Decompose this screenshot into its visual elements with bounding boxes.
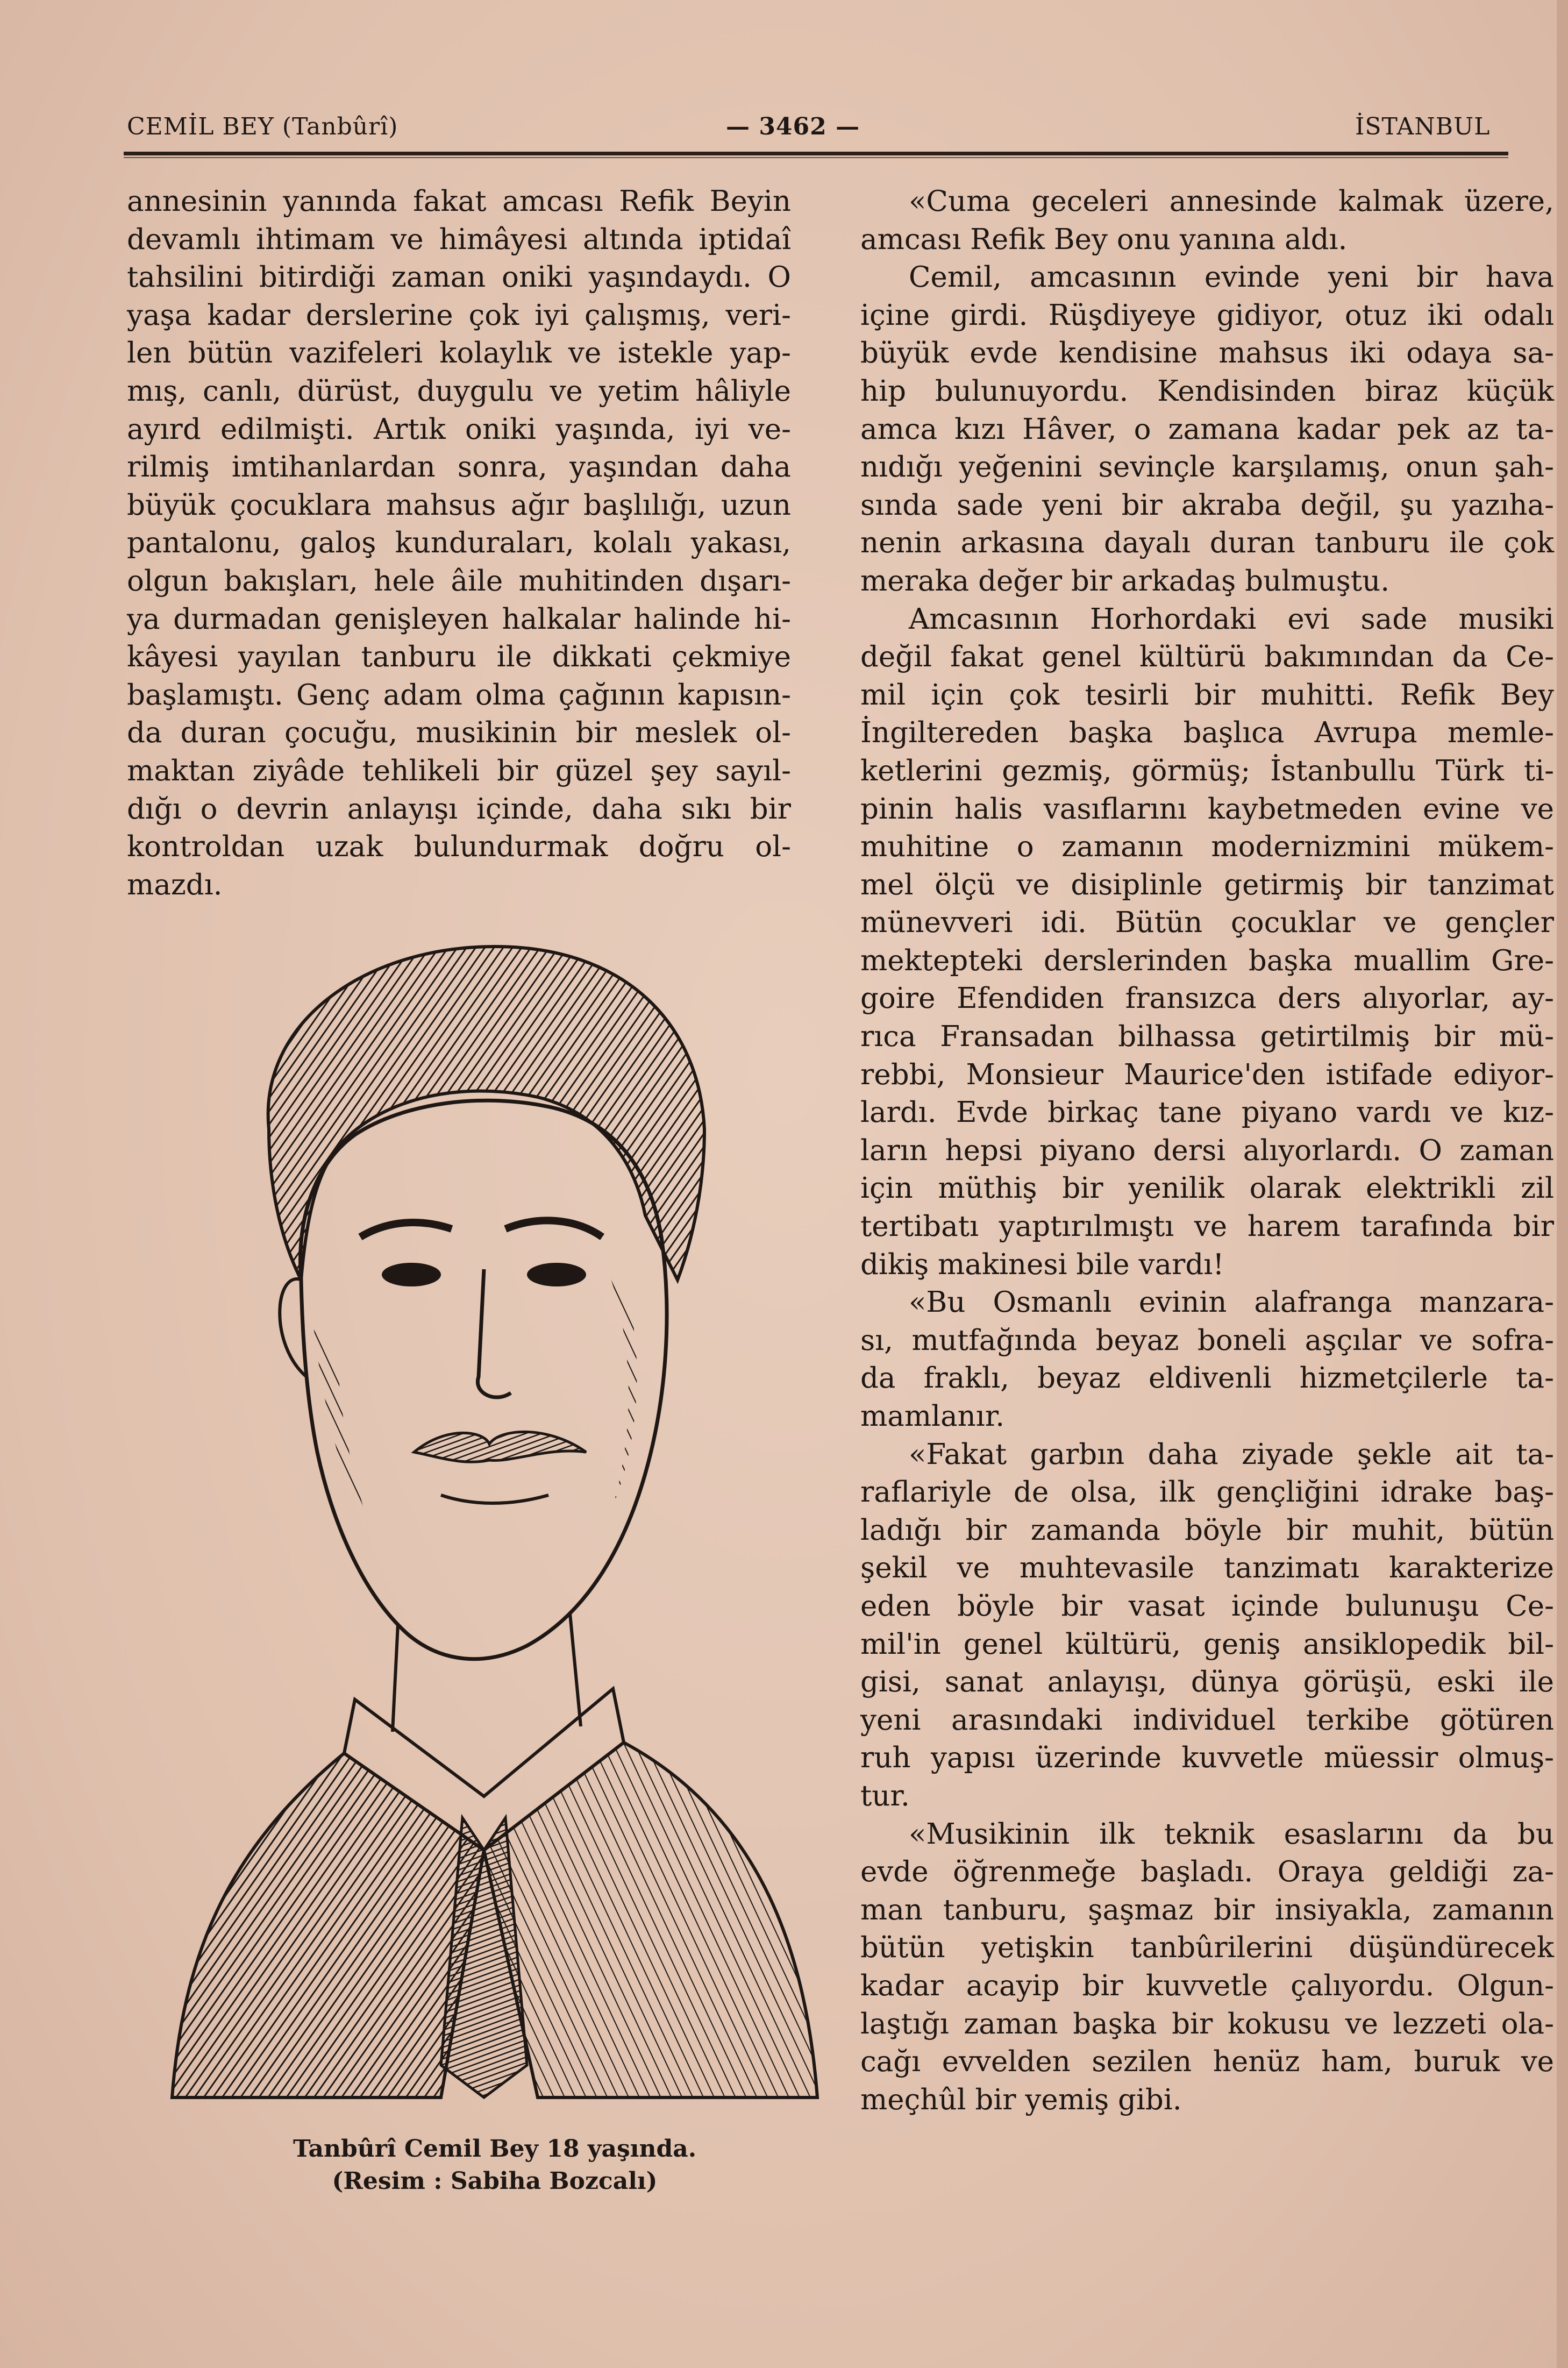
text-line: ladığı bir zamanda böyle bir muhit, bütün	[860, 1513, 1554, 1547]
eye-right	[527, 1263, 586, 1286]
brow-left	[360, 1222, 452, 1237]
text-line: mamlanır.	[860, 1400, 1005, 1433]
text-line: mil için çok tesirli bir muhitti. Refik Bey	[860, 678, 1554, 712]
text-line: devamlı ihtimam ve himâyesi altında iptidaî	[127, 223, 791, 256]
text-line: lardı. Evde birkaç tane piyano vardı ve kız-	[860, 1096, 1554, 1129]
text-line: da duran çocuğu, musikinin bir meslek ol-	[127, 716, 791, 750]
text-line: için müthiş bir yenilik olarak elektrikli zil	[860, 1172, 1554, 1205]
nose	[477, 1269, 511, 1397]
page-number: — 3462 —	[726, 113, 860, 140]
text-line: olgun bakışları, hele âile muhitinden dışarı-	[127, 564, 791, 598]
text-line: şekil ve muhtevasile tanzimatı karakterize	[860, 1552, 1554, 1585]
text-line: amca kızı Hâver, o zamana kadar pek az ta-	[860, 413, 1554, 446]
text-line: meçhûl bir yemiş gibi.	[860, 2083, 1182, 2116]
hair-shape	[268, 947, 704, 1280]
figure-credit: (Resim : Sabiha Bozcalı)	[332, 2167, 658, 2195]
text-line: cağı evvelden sezilen henüz ham, buruk ve	[860, 2045, 1554, 2079]
text-line: ya durmadan genişleyen halkalar halinde hi-	[127, 602, 791, 636]
text-line: sı, mutfağında beyaz boneli aşçılar ve sofra-	[860, 1324, 1554, 1357]
text-line: yeni arasındaki individuel terkibe götüren	[860, 1703, 1554, 1737]
jacket-right	[484, 1743, 817, 2097]
running-head-title: CEMİL BEY (Tanbûrî)	[127, 113, 398, 140]
text-line: mil'in genel kültürü, geniş ansiklopedik bil-	[860, 1627, 1554, 1661]
portrait-illustration	[161, 936, 828, 2108]
text-line: hip bulunuyordu. Kendisinden biraz küçük	[860, 374, 1554, 408]
text-line: rıca Fransadan bilhassa getirtilmiş bir mü-	[860, 1020, 1554, 1054]
text-line: İngiltereden başka başlıca Avrupa memle-	[860, 716, 1554, 750]
text-line: Cemil, amcasının evinde yeni bir hava	[909, 261, 1554, 294]
text-line: len bütün vazifeleri kolaylık ve istekle yap-	[127, 337, 791, 370]
text-line: sında sade yeni bir akraba değil, şu yazıha-	[860, 488, 1554, 522]
page-edge	[1557, 0, 1568, 2368]
eye-left	[382, 1263, 441, 1286]
text-line: goire Efendiden fransızca ders alıyorlar, ay-	[860, 982, 1554, 1015]
text-line: maktan ziyâde tehlikeli bir güzel şey sayıl-	[127, 754, 791, 787]
text-line: içine girdi. Rüşdiyeye gidiyor, otuz iki odalı	[860, 298, 1554, 332]
text-line: evde öğrenmeğe başladı. Oraya geldiği za-	[860, 1855, 1554, 1889]
text-line: münevveri idi. Bütün çocuklar ve gençler	[860, 906, 1554, 940]
text-line: Amcasının Horhordaki evi sade musiki	[909, 602, 1554, 636]
text-line: rilmiş imtihanlardan sonra, yaşından daha	[127, 451, 791, 484]
text-line: yaşa kadar derslerine çok iyi çalışmış, veri-	[127, 298, 791, 332]
text-line: «Fakat garbın daha ziyade şekle ait ta-	[909, 1438, 1554, 1471]
text-line: bütün yetişkin tanbûrilerini düşündürecek	[860, 1931, 1554, 1965]
text-line: rebbi, Monsieur Maurice'den istifade ediyor-	[860, 1058, 1554, 1091]
text-line: mel ölçü ve disiplinle getirmiş bir tanzimat	[860, 868, 1554, 901]
text-line: büyük çocuklara mahsus ağır başlılığı, uzun	[127, 488, 791, 522]
text-line: eden böyle bir vasat içinde bulunuşu Ce-	[860, 1589, 1554, 1623]
text-line: gisi, sanat anlayışı, dünya görüşü, eski ile	[860, 1666, 1554, 1699]
text-line: raflariyle de olsa, ilk gençliğini idrake baş-	[860, 1476, 1554, 1509]
text-line: muhitine o zamanın modernizmini mükem-	[860, 830, 1554, 864]
text-line: mış, canlı, dürüst, duygulu ve yetim hâliyle	[127, 374, 791, 408]
text-line: da fraklı, beyaz eldivenli hizmetçilerle ta-	[860, 1362, 1554, 1395]
left-column-text	[127, 183, 791, 904]
header-rule	[124, 152, 1508, 155]
text-line: «Bu Osmanlı evinin alafranga manzara-	[909, 1286, 1554, 1319]
text-line: kâyesi yayılan tanburu ile dikkati çekmiye	[127, 641, 791, 674]
text-line: dığı o devrin anlayışı içinde, daha sıkı bir	[127, 792, 791, 826]
face-outline	[300, 1100, 667, 1659]
text-line: «Musikinin ilk teknik esaslarını da bu	[909, 1817, 1554, 1851]
running-head-publication: İSTANBUL	[1355, 113, 1491, 140]
jacket-left	[172, 1753, 484, 2097]
text-line: amcası Refik Bey onu yanına aldı.	[860, 223, 1348, 256]
text-line: mektepteki derslerinden başka muallim Gre-	[860, 944, 1554, 977]
text-line: ayırd edilmişti. Artık oniki yaşında, iyi ve-	[127, 413, 791, 446]
mouth	[441, 1495, 548, 1503]
right-column-text	[860, 183, 1554, 2119]
text-line: laştığı zaman başka bir kokusu ve lezzeti ola-	[860, 2007, 1554, 2040]
text-line: kadar acayip bir kuvvetle çalıyordu. Olgun-	[860, 1969, 1554, 2002]
figure-caption: Tanbûrî Cemil Bey 18 yaşında.	[293, 2135, 697, 2163]
text-line: dikiş makinesi bile vardı!	[860, 1248, 1224, 1281]
text-line: ruh yapısı üzerinde kuvvetle müessir olmuş-	[860, 1741, 1554, 1775]
text-line: mazdı.	[127, 868, 223, 901]
mustache	[414, 1432, 586, 1462]
text-line: meraka değer bir arkadaş bulmuştu.	[860, 564, 1390, 598]
face-shading	[312, 1312, 393, 1581]
text-line: ketlerini gezmiş, görmüş; İstanbullu Türk ti-	[860, 754, 1554, 787]
text-line: ların hepsi piyano dersi alıyorlardı. O zaman	[860, 1134, 1554, 1167]
text-line: «Cuma geceleri annesinde kalmak üzere,	[909, 185, 1554, 218]
text-line: nenin arkasına dayalı duran tanburu ile çok	[860, 527, 1554, 560]
text-line: tertibatı yaptırılmıştı ve harem tarafında bir	[860, 1210, 1554, 1243]
header-rule-thin	[124, 157, 1508, 158]
text-line: tur.	[860, 1779, 910, 1812]
brow-right	[505, 1220, 602, 1237]
text-line: başlamıştı. Genç adam olma çağının kapısın-	[127, 678, 791, 712]
text-line: annesinin yanında fakat amcası Refik Beyin	[127, 185, 791, 218]
text-line: büyük evde kendisine mahsus iki odaya sa-	[860, 337, 1554, 370]
text-line: tahsilini bitirdiği zaman oniki yaşındaydı. O	[127, 261, 791, 294]
text-line: pantalonu, galoş kunduraları, kolalı yakası,	[127, 527, 791, 560]
text-line: kontroldan uzak bulundurmak doğru ol-	[127, 830, 791, 864]
text-line: pinin halis vasıflarını kaybetmeden evine ve	[860, 792, 1554, 826]
text-line: man tanburu, şaşmaz bir insiyakla, zamanın	[860, 1893, 1554, 1926]
text-line: nıdığı yeğenini sevinçle karşılamış, onun şah-	[860, 451, 1554, 484]
text-line: değil fakat genel kültürü bakımından da Ce-	[860, 641, 1554, 674]
